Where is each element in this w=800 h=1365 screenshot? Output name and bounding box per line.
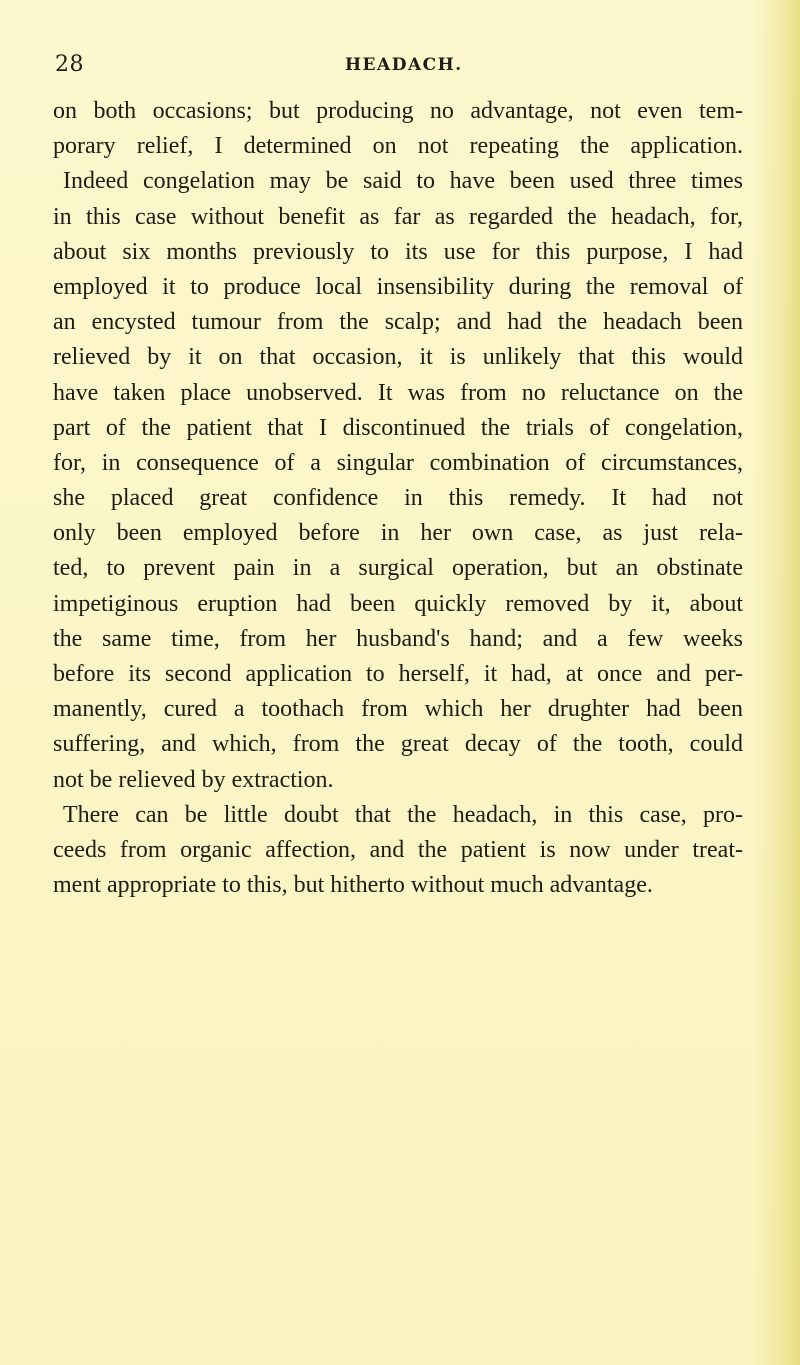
- running-head: HEADACH.: [345, 55, 463, 75]
- text-line: porary relief, I determined on not repeating the application.: [53, 133, 743, 160]
- text-line: relieved by it on that occasion, it is unlikely that this would: [53, 344, 743, 371]
- text-line: part of the patient that I discontinued the trials of congelation,: [53, 414, 743, 441]
- text-line: employed it to produce local insensibility during the removal of: [53, 273, 743, 300]
- text-line: ceeds from organic affection, and the patient is now under treat-: [53, 836, 743, 863]
- text-line: she placed great confidence in this remedy. It had not: [53, 485, 743, 512]
- text-line: suffering, and which, from the great decay of the tooth, could: [53, 731, 743, 758]
- page-header: [55, 52, 725, 82]
- text-line: in this case without benefit as far as regarded the headach, for,: [53, 203, 743, 230]
- text-line: impetiginous eruption had been quickly removed by it, about: [53, 590, 743, 617]
- body-text: [53, 94, 743, 903]
- text-line: the same time, from her husband's hand; and a few weeks: [53, 625, 743, 652]
- text-line: ted, to prevent pain in a surgical operation, but an obstinate: [53, 555, 743, 582]
- text-line: manently, cured a toothach from which her drughter had been: [53, 696, 743, 723]
- text-line: not be relieved by extraction.: [53, 766, 334, 793]
- text-line: on both occasions; but producing no advantage, not even tem-: [53, 98, 743, 124]
- text-line: ment appropriate to this, but hitherto without much advantage.: [53, 872, 653, 899]
- text-line: for, in consequence of a singular combination of circumstances,: [53, 449, 743, 476]
- text-line: Indeed congelation may be said to have been used three times: [63, 168, 743, 195]
- text-line: only been employed before in her own case, as just rela-: [53, 520, 743, 547]
- text-line: about six months previously to its use for this purpose, I had: [53, 238, 743, 265]
- text-line: an encysted tumour from the scalp; and had the headach been: [53, 309, 743, 336]
- text-line: There can be little doubt that the headach, in this case, pro-: [63, 801, 743, 828]
- text-line: have taken place unobserved. It was from no reluctance on the: [53, 379, 743, 406]
- page-number: 28: [55, 52, 84, 77]
- text-line: before its second application to herself, it had, at once and per-: [53, 661, 743, 687]
